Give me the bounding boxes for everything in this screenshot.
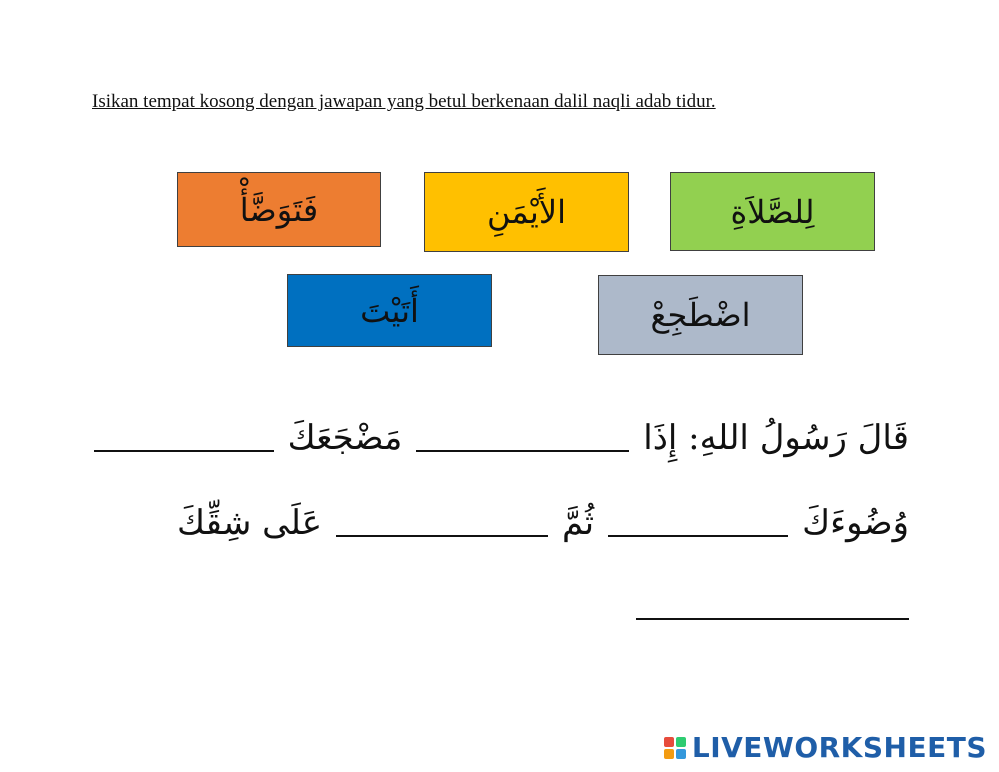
hadith-text-1a: قَالَ رَسُولُ اللهِ: إِذَا (643, 418, 909, 458)
logo-text: LIVEWORKSHEETS (691, 731, 987, 764)
blank-drop-zone-5[interactable] (636, 588, 909, 620)
hadith-line-2 (177, 503, 909, 543)
hadith-text-2b: ثُمَّ (562, 503, 595, 543)
blank-drop-zone-3[interactable] (608, 505, 788, 537)
hadith-line-1 (94, 418, 909, 458)
instruction-text: Isikan tempat kosong dengan jawapan yang betul berkenaan dalil naqli adab tidur. (92, 91, 716, 112)
hadith-text-2c: عَلَى شِقِّكَ (177, 503, 323, 543)
hadith-line-3 (636, 588, 909, 626)
answer-tile-lissalah[interactable]: لِلصَّلاَةِ (670, 172, 875, 251)
blank-drop-zone-2[interactable] (94, 420, 274, 452)
answer-tile-atayta[interactable]: أَتَيْتَ (287, 274, 492, 347)
blank-drop-zone-1[interactable] (416, 420, 629, 452)
liveworksheets-logo (664, 731, 987, 764)
hadith-text-1b: مَضْجَعَكَ (287, 418, 403, 458)
blank-drop-zone-4[interactable] (336, 505, 548, 537)
hadith-text-2a: وُضُوءَكَ (802, 503, 909, 543)
answer-tile-al-ayman[interactable]: الأَيْمَنِ (424, 172, 629, 252)
answer-tile-idtaji[interactable]: اضْطَجِعْ (598, 275, 803, 355)
liveworksheets-logo-icon (664, 737, 686, 759)
answer-tile-fatawadda[interactable]: فَتَوَضَّأْ (177, 172, 381, 247)
